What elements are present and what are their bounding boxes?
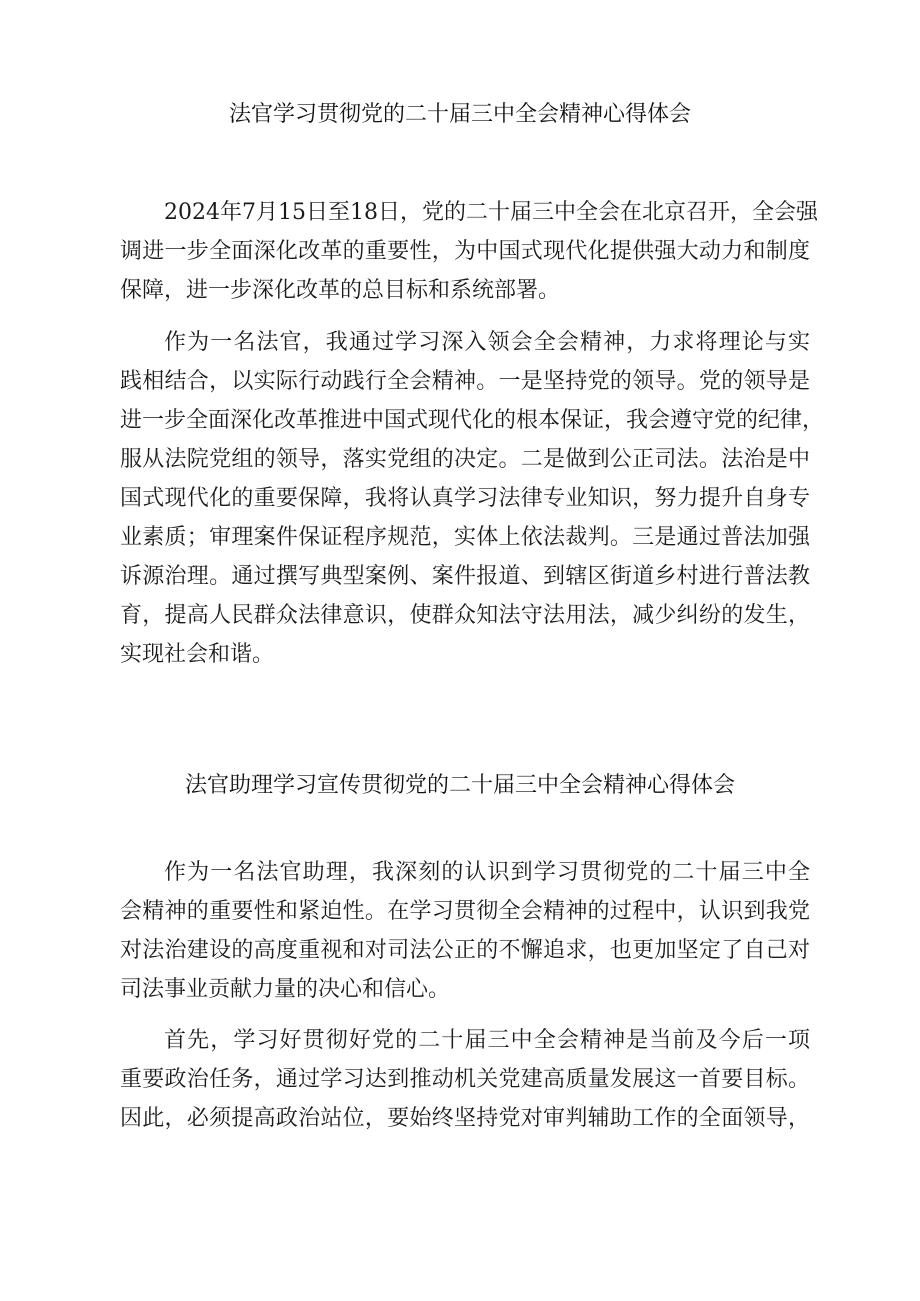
text-line: 作为一名法官助理，我深刻的认识到学习贯彻党的二十届三中全 [164, 860, 810, 885]
section1-paragraph-1 [120, 193, 818, 310]
section1-paragraph-2 [120, 323, 825, 674]
text-line: 2024年7月15日至18日，党的二十届三中全会在北京召开，全会强 [164, 200, 818, 225]
text-line: 首先，学习好贯彻好党的二十届三中全会精神是当前及今后一项 [164, 1028, 810, 1053]
text-line: 践相结合，以实际行动践行全会精神。一是坚持党的领导。党的领导是 [120, 369, 810, 394]
text-line: 实现社会和谐。 [120, 642, 275, 667]
text-line: 因此，必须提高政治站位，要始终坚持党对审判辅助工作的全面领导， [120, 1106, 810, 1131]
section2-paragraph-2 [120, 1021, 810, 1138]
text-line: 国式现代化的重要保障，我将认真学习法律专业知识，努力提升自身专 [120, 486, 810, 511]
section1-title: 法官学习贯彻党的二十届三中全会精神心得体会 [228, 102, 691, 127]
section2-paragraph-1 [120, 853, 810, 1009]
section2-title: 法官助理学习宣传贯彻党的二十届三中全会精神心得体会 [184, 773, 735, 798]
text-line: 重要政治任务，通过学习达到推动机关党建高质量发展这一首要目标。 [120, 1067, 810, 1092]
text-line: 作为一名法官，我通过学习深入领会全会精神，力求将理论与实 [164, 330, 810, 355]
text-line: 诉源治理。通过撰写典型案例、案件报道、到辖区街道乡村进行普法教 [120, 564, 810, 589]
text-line: 调进一步全面深化改革的重要性，为中国式现代化提供强大动力和制度 [120, 239, 810, 264]
text-line: 进一步全面深化改革推进中国式现代化的根本保证，我会遵守党的纪律， [120, 408, 825, 433]
text-line: 会精神的重要性和紧迫性。在学习贯彻全会精神的过程中，认识到我党 [120, 899, 810, 924]
text-line: 业素质；审理案件保证程序规范，实体上依法裁判。三是通过普法加强 [120, 525, 810, 550]
text-line: 保障，进一步深化改革的总目标和系统部署。 [120, 278, 561, 303]
text-line: 对法治建设的高度重视和对司法公正的不懈追求，也更加坚定了自己对 [120, 938, 810, 963]
text-line: 育，提高人民群众法律意识，使群众知法守法用法，减少纠纷的发生， [120, 603, 810, 628]
text-line: 服从法院党组的领导，落实党组的决定。二是做到公正司法。法治是中 [120, 447, 810, 472]
text-line: 司法事业贡献力量的决心和信心。 [120, 977, 451, 1002]
